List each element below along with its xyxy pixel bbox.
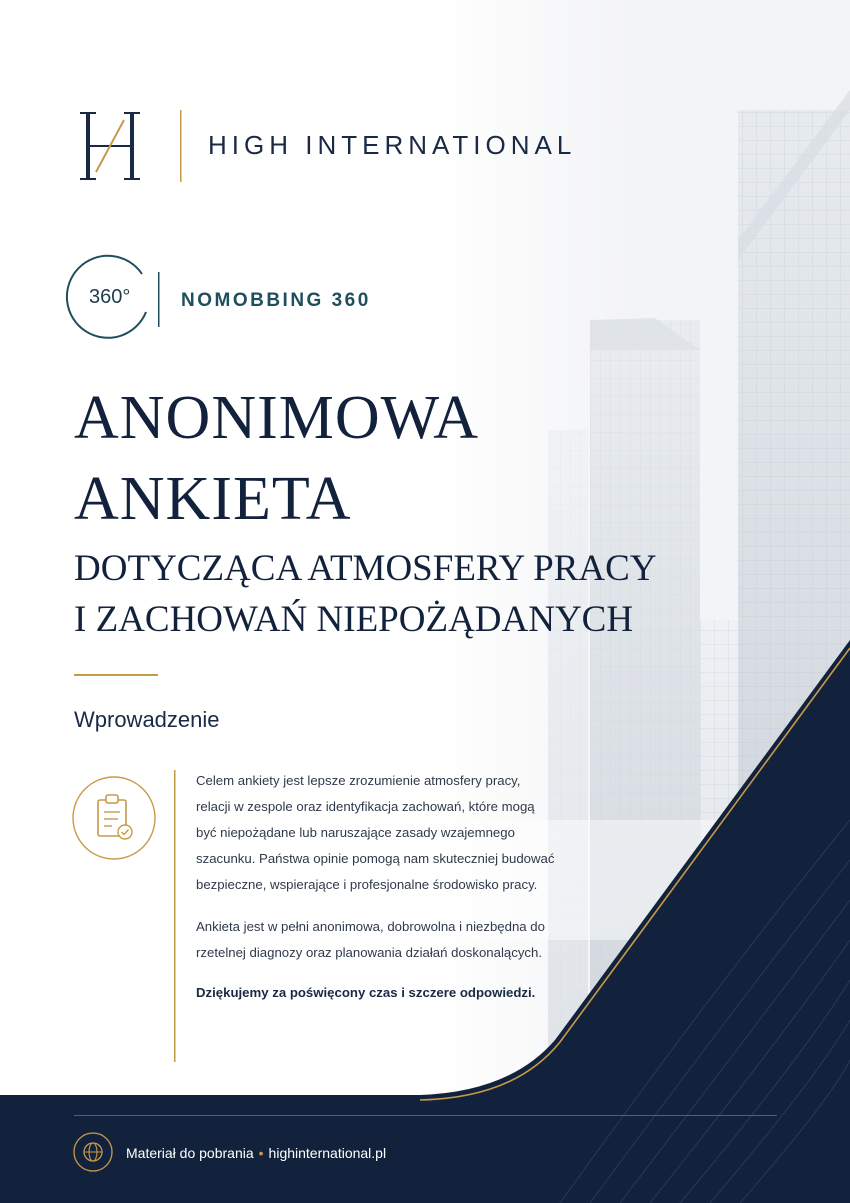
subtitle-line-1: DOTYCZĄCA ATMOSFERY PRACY	[74, 548, 657, 589]
footer-divider	[74, 1115, 777, 1116]
intro-thanks: Dziękujemy za poświęcony czas i szczere odpowiedzi.	[196, 985, 536, 1000]
footer	[126, 1145, 386, 1161]
product-name: NOMOBBING 360	[181, 290, 371, 311]
title-underline	[74, 674, 158, 676]
logo-divider	[180, 110, 182, 182]
footer-label: Materiał do pobrania	[126, 1145, 254, 1161]
subtitle-line-2: I ZACHOWAŃ NIEPOŻĄDANYCH	[74, 599, 634, 640]
intro-paragraph-2: Ankieta jest w pełni anonimowa, dobrowolna i niezbędna do rzetelnej diagnozy oraz planowania działań doskonalących.	[196, 919, 545, 960]
h-monogram-logo	[80, 112, 140, 180]
intro-vertical-rule	[174, 770, 176, 1062]
product-divider	[158, 272, 160, 327]
intro-paragraph-1: Celem ankiety jest lepsze zrozumienie atmosfery pracy, relacji w zespole oraz identyfikacja zachowań, które mogą być niepożądane lub naruszające zasady wzajemnego szacunku. Państwa opinie pomogą nam skuteczniej budować bezpieczne, wspierające i profesjonalne środowisko pracy.	[196, 773, 555, 892]
title-line-2: ANKIETA	[74, 465, 352, 533]
product-badge: 360°	[89, 286, 131, 308]
footer-separator: •	[258, 1145, 264, 1161]
clipboard-check-icon	[73, 777, 155, 859]
intro-text	[196, 768, 556, 1020]
footer-url-link[interactable]: highinternational.pl	[268, 1145, 387, 1161]
title-line-1: ANONIMOWA	[74, 384, 480, 452]
intro-heading: Wprowadzenie	[74, 707, 220, 732]
brand-name: HIGH INTERNATIONAL	[208, 130, 577, 160]
